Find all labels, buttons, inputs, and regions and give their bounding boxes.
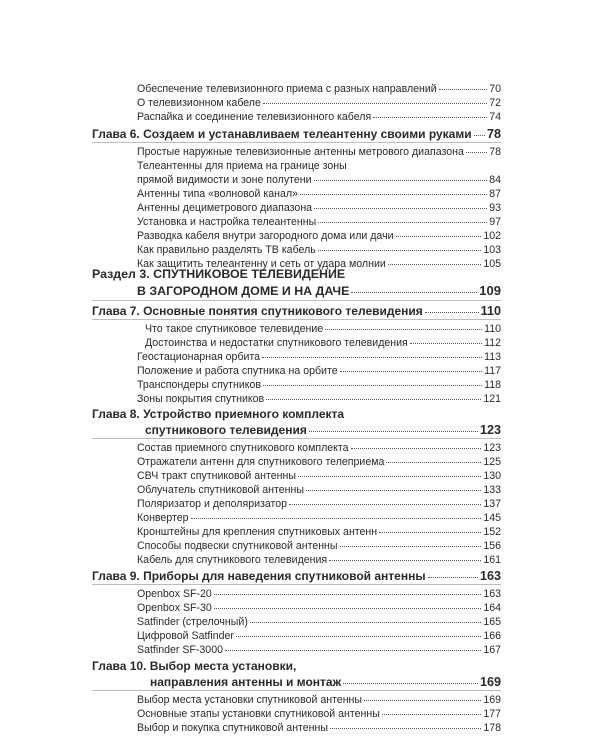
dot-leader [266,399,481,400]
toc-entry-page: 130 [483,470,501,482]
toc-entry-title: Положение и работа спутника на орбите [137,365,338,377]
toc-entry-page: 72 [489,97,501,109]
dot-leader [379,532,481,533]
toc-entry-page: 102 [483,230,501,242]
dot-leader [351,448,482,449]
toc-entry-page: 84 [489,174,501,186]
chapter-rule [92,319,501,320]
toc-entry-page: 121 [483,393,501,405]
dot-leader [250,622,481,623]
toc-entry-title: Антенны дециметрового диапазона [137,202,313,214]
toc-entry-title: Отражатели антенн для спутникового телеприема [137,456,385,468]
chapter-title-line2: спутникового телевидения [145,423,307,437]
toc-entry-title: Установка и настройка телеантенны [137,216,317,228]
section-page: 109 [479,283,501,298]
chapter-page: 163 [479,569,501,583]
toc-entry-title: СВЧ тракт спутниковой антенны [137,470,296,482]
dot-leader [314,208,487,209]
dot-leader [439,89,487,90]
chapter-rule [92,690,501,691]
dot-leader [306,490,481,491]
toc-entry-title: Способы подвески спутниковой антенны [137,540,338,552]
toc-entry-page: 177 [483,708,501,720]
section-title-line2: В ЗАГОРОДНОМ ДОМЕ И НА ДАЧЕ [137,284,350,298]
toc-entry [137,393,501,405]
dot-leader [289,504,481,505]
toc-entry [137,498,501,510]
toc-entry [137,365,501,377]
toc-entry-page: 163 [483,588,501,600]
toc-entry [137,616,501,628]
toc-entry-page: 105 [483,258,501,270]
toc-entry-page: 169 [483,694,501,706]
toc-entry [137,470,501,482]
toc-entry-title: Основные этапы установки спутниковой антенны [137,708,380,720]
chapter-heading [92,127,501,141]
toc-entry-title: Обеспечение телевизионного приема с разных направлений [137,83,437,95]
toc-entry [145,323,501,335]
section-rule [92,300,501,301]
dot-leader [382,714,482,715]
chapter-page: 123 [479,423,501,437]
dot-leader [386,462,481,463]
toc-entry [137,97,501,109]
toc-entry-title: Поляризатор и деполяризатор [137,498,288,510]
toc-entry-title: Распайка и соединение телевизионного кабеля [137,111,372,123]
toc-entry [137,602,501,614]
toc-entry-page: 112 [484,337,501,349]
toc-entry-page: 145 [483,512,501,524]
chapter-rule [92,584,501,585]
toc-entry-page: 97 [489,216,501,228]
toc-entry-page: 118 [484,379,501,391]
toc-entry-title: Антенны типа «волновой канал» [137,188,298,200]
toc-entry-page: 117 [484,365,501,377]
toc-entry [137,526,501,538]
dot-leader [388,264,482,265]
toc-entry [137,644,501,656]
dot-leader [214,594,482,595]
toc-entry-page: 87 [489,188,501,200]
toc-entry-title: Как защитить телеантенну и сеть от удара молнии [137,258,386,270]
toc-entry-page: 133 [483,484,501,496]
toc-entry-page: 137 [483,498,501,510]
section-title-line1: Раздел 3. СПУТНИКОВОЕ ТЕЛЕВИДЕНИЕ [92,267,346,281]
dot-leader [396,236,482,237]
toc-entry [137,230,501,242]
section-heading [137,283,501,299]
dot-leader [191,518,482,519]
toc-entry [137,174,501,186]
chapter-page: 110 [480,304,501,318]
dot-leader [373,117,487,118]
toc-entry-title: Openbox SF-20 [137,588,212,600]
toc-entry-page: 103 [483,244,501,256]
toc-entry-page: 123 [483,442,501,454]
toc-entry [137,351,501,363]
toc-entry-page: 167 [483,644,501,656]
toc-entry-title: Транспондеры спутников [137,379,262,391]
toc-entry-title: Облучатель спутниковой антенны [137,484,304,496]
toc-entry-title: Достоинства и недостатки спутникового телевидения [145,337,408,349]
dot-leader [340,371,483,372]
dot-leader [298,476,481,477]
chapter-rule [92,142,501,143]
toc-entry-title: Конвертер [137,512,189,524]
toc-entry-page: 74 [489,111,501,123]
toc-entry-title: Разводка кабеля внутри загородного дома или дачи [137,230,394,242]
toc-entry-title: О телевизионном кабеле [137,97,261,109]
chapter-heading [150,675,501,689]
dot-leader [318,222,487,223]
toc-entry [137,456,501,468]
chapter-heading [92,569,501,583]
toc-entry-title: Геостационарная орбита [137,351,261,363]
dot-leader [314,180,488,181]
toc-entry-page: 166 [483,630,501,642]
toc-entry [145,337,501,349]
dot-leader [309,431,478,432]
dot-leader [410,343,482,344]
toc-entry-page: 113 [484,351,501,363]
toc-entry-title: Как правильно разделять ТВ кабель [137,244,316,256]
chapter-heading [92,304,501,318]
dot-leader [474,135,485,136]
dot-leader [364,700,481,701]
toc-entry [137,694,501,706]
dot-leader [318,250,482,251]
dot-leader [340,546,482,547]
dot-leader [425,312,479,313]
toc-entry [137,554,501,566]
toc-entry [137,379,501,391]
toc-entry [137,484,501,496]
toc-entry-page: 125 [483,456,501,468]
chapter-title-line1: Глава 10. Выбор места установки, [92,659,297,673]
dot-leader [466,152,487,153]
toc-entry-page: 70 [489,83,501,95]
dot-leader [343,683,478,684]
chapter-title: Глава 9. Приборы для наведения спутниковой антенны [92,569,426,583]
dot-leader [263,103,487,104]
chapter-title: Глава 7. Основные понятия спутникового телевидения [92,304,423,318]
dot-leader [428,577,478,578]
toc-entry [137,630,501,642]
toc-entry-page: 152 [483,526,501,538]
toc-entry [137,111,501,123]
toc-entry [137,244,501,256]
toc-entry-page: 93 [489,202,501,214]
toc-entry-title: Кабель для спутникового телевидения [137,554,328,566]
toc-entry-page: 164 [483,602,501,614]
dot-leader [325,329,482,330]
dot-leader [262,357,482,358]
toc-entry-title: Что такое спутниковое телевидение [145,323,324,335]
chapter-title-line1: Глава 8. Устройство приемного комплекта [92,407,345,421]
toc-entry-page: 110 [484,323,501,335]
chapter-page: 169 [479,675,501,689]
toc-entry-title: прямой видимости и зоне полутени [137,174,312,186]
toc-entry-title: Телеантенны для приема на границе зоны [137,160,347,172]
toc-entry-title: Openbox SF-30 [137,602,212,614]
chapter-title-line2: направления антенны и монтаж [150,675,342,689]
toc-entry-title: Цифровой Satfinder [137,630,234,642]
toc-entry [137,202,501,214]
chapter-page: 78 [486,127,501,141]
dot-leader [329,560,481,561]
toc-entry-page: 156 [483,540,501,552]
chapter-heading [145,423,501,437]
toc-entry [137,722,501,734]
dot-leader [225,650,481,651]
toc-entry [137,83,501,95]
toc-entry-page: 161 [483,554,501,566]
dot-leader [236,636,481,637]
dot-leader [351,292,477,293]
toc-entry [137,588,501,600]
toc-entry [137,188,501,200]
toc-entry [137,442,501,454]
dot-leader [214,608,482,609]
toc-entry-title: Satfinder (стрелочный) [137,616,248,628]
toc-entry [137,540,501,552]
chapter-rule [92,438,501,439]
toc-entry [137,708,501,720]
dot-leader [263,385,482,386]
toc-entry-title: Выбор места установки спутниковой антенны [137,694,363,706]
dot-leader [330,728,481,729]
toc-entry-title: Зоны покрытия спутников [137,393,265,405]
toc-entry-page: 165 [483,616,501,628]
toc-entry-title: Выбор и покупка спутниковой антенны [137,722,328,734]
toc-entry [137,216,501,228]
toc-entry-page: 78 [489,146,501,158]
toc-entry-title: Satfinder SF-3000 [137,644,223,656]
toc-entry-page: 178 [483,722,501,734]
toc-entry [137,146,501,158]
toc-entry-title: Кронштейны для крепления спутниковых антенн [137,526,378,538]
toc-entry-title: Простые наружные телевизионные антенны метрового диапазона [137,146,464,158]
chapter-title: Глава 6. Создаем и устанавливаем телеантенну своими руками [92,127,472,141]
dot-leader [300,194,487,195]
toc-entry [137,512,501,524]
toc-entry-title: Состав приемного спутникового комплекта [137,442,349,454]
